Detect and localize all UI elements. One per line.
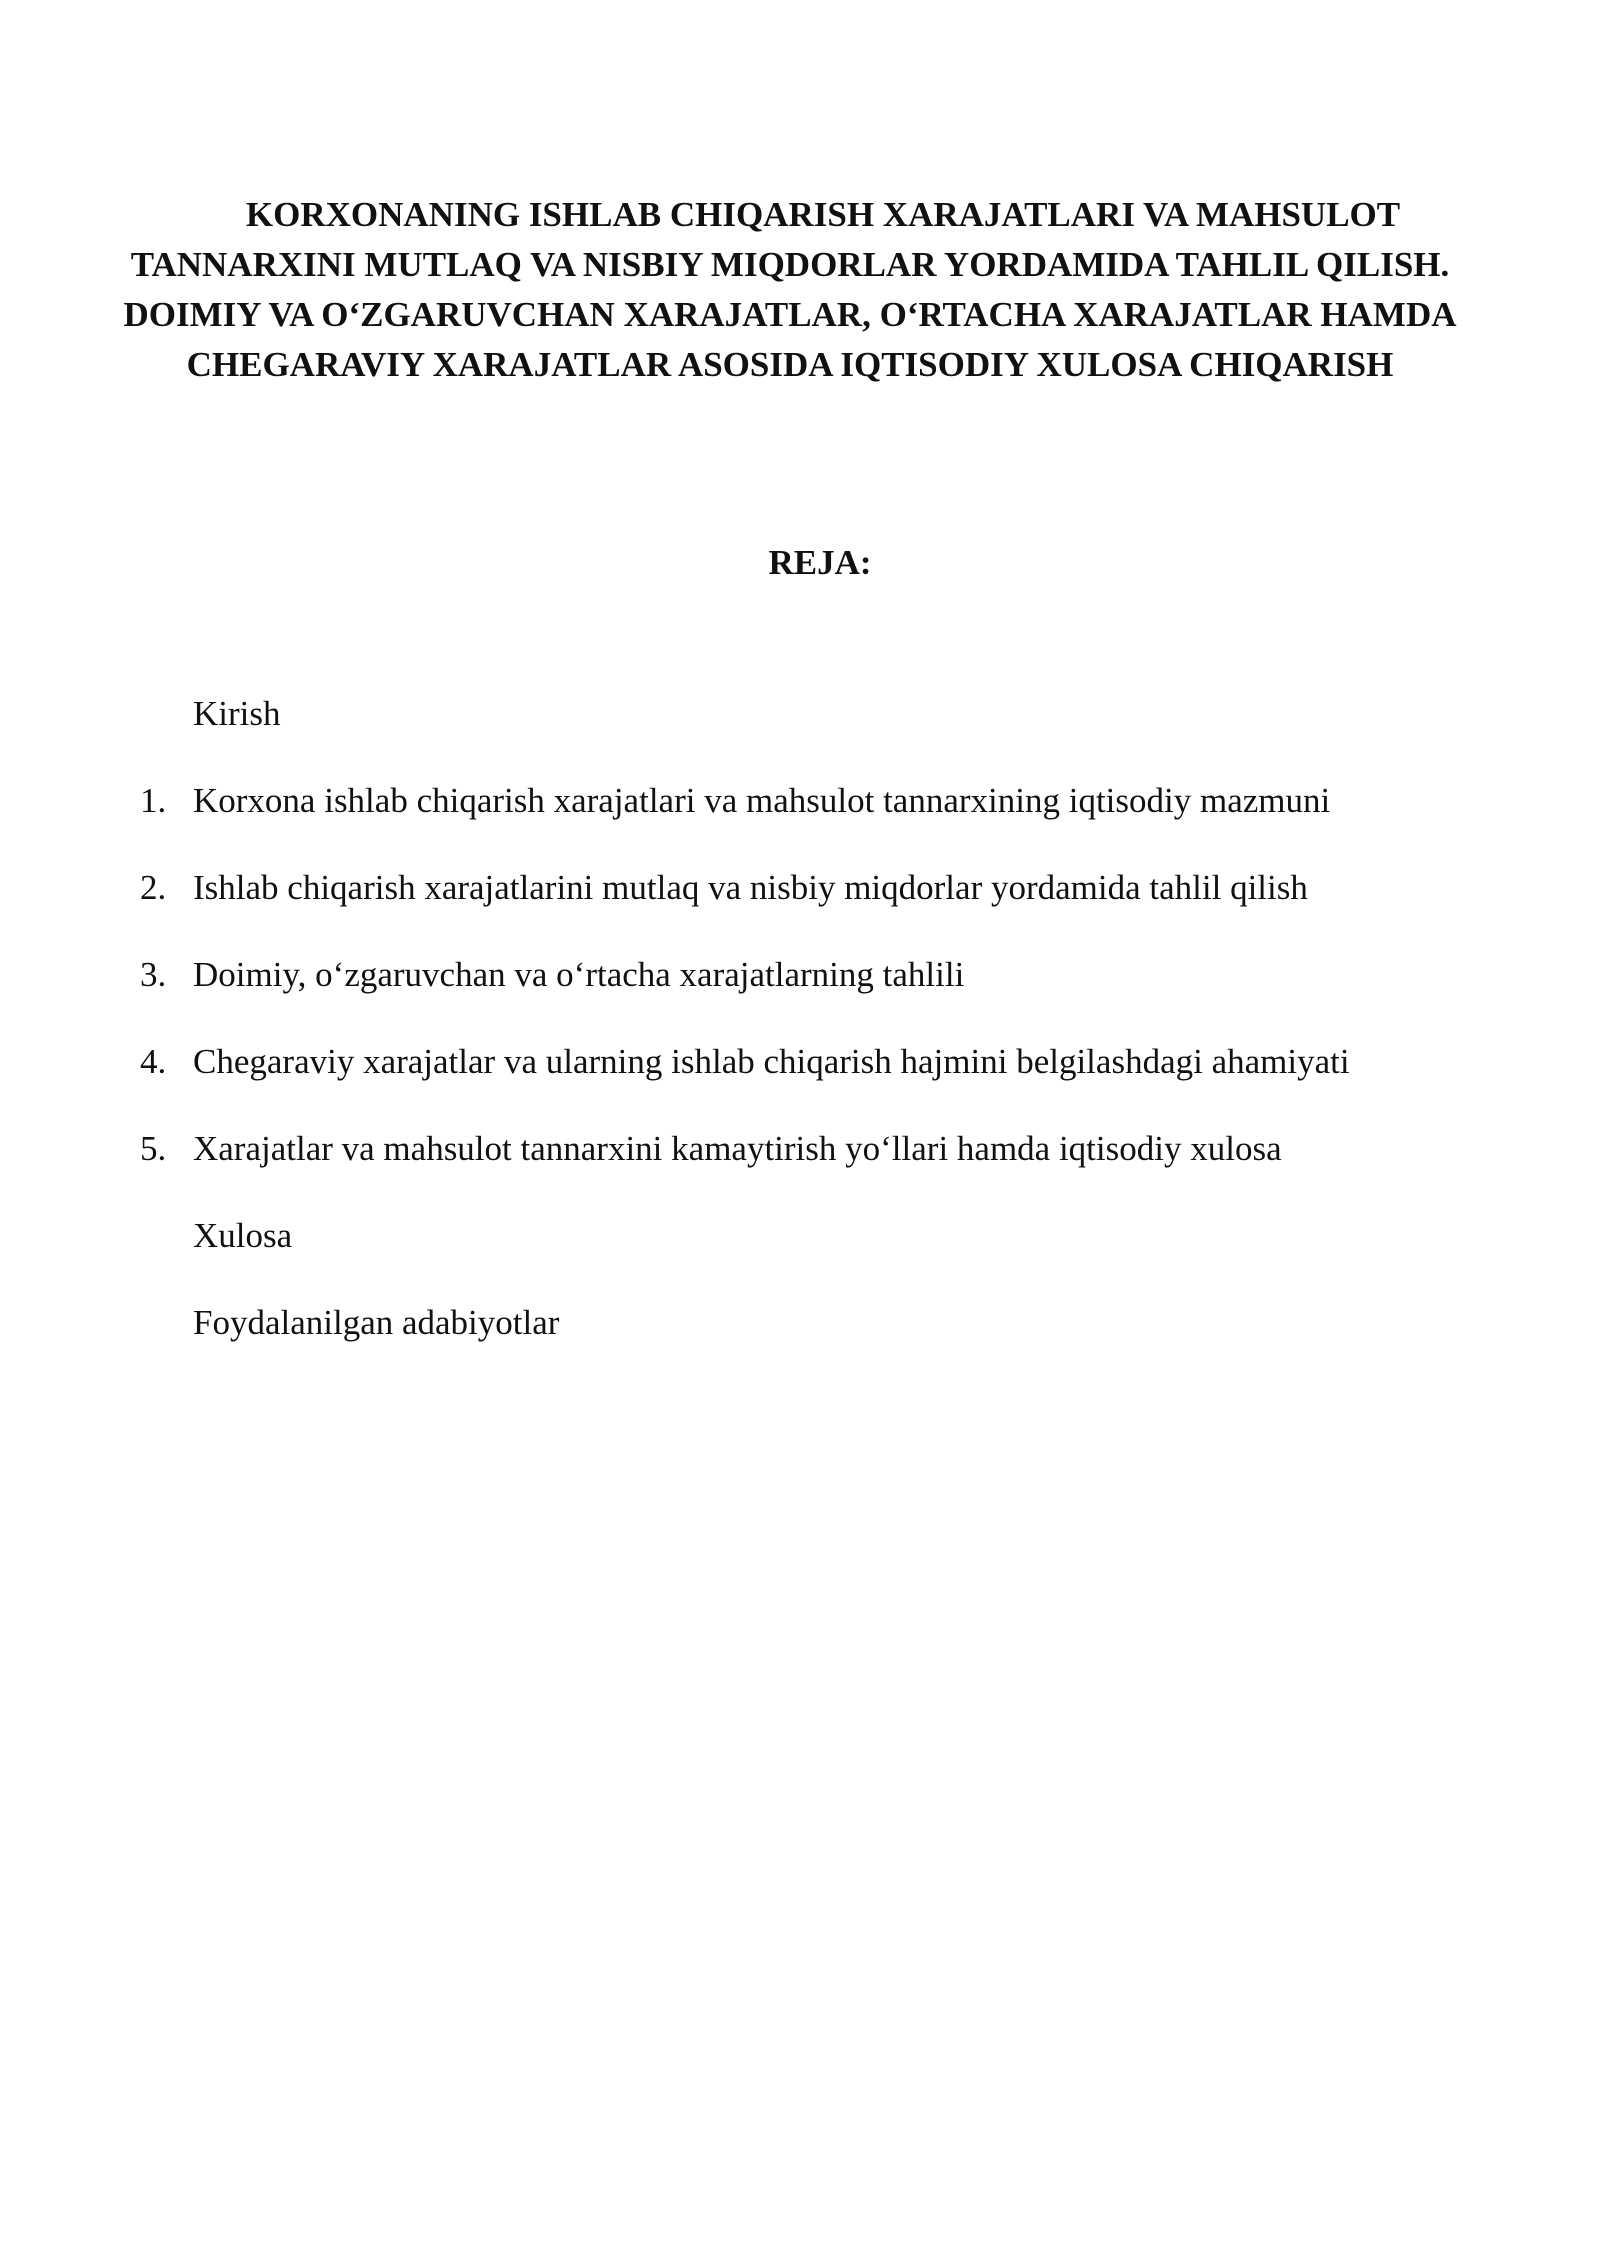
plan-item-2 [0,862,1600,949]
plan-item-text: Foydalanilgan adabiyotlar [193,1303,560,1342]
plan-item-references [0,1297,1600,1384]
plan-item-5 [0,1123,1600,1210]
document-title: KORXONANING ISHLAB CHIQARISH XARAJATLARI VA MAHSULOT TANNARXINI MUTLAQ VA NISBIY MIQDORLAR YORDAMIDA TAHLIL QILISH. DOIMIY VA O‘ZGARUVCHAN XARAJATLAR, O‘RTACHA XARAJATLAR HAMDA CHEGARAVIY XARAJATLAR ASOSIDA IQTISODIY XULOSA CHIQARISH [123,195,1457,384]
plan-item-3 [0,949,1600,1036]
plan-list [0,688,1600,1384]
plan-item-number: 3. [140,955,167,994]
plan-item-text: Chegaraviy xarajatlar va ularning ishlab chiqarish hajmini belgilashdagi ahamiyati [193,1042,1350,1081]
plan-item-conclusion [0,1210,1600,1297]
plan-item-text: Korxona ishlab chiqarish xarajatlari va mahsulot tannarxining iqtisodiy mazmuni [193,781,1331,820]
plan-item-text: Doimiy, o‘zgaruvchan va o‘rtacha xarajatlarning tahlili [193,955,965,994]
plan-item-number: 4. [140,1042,167,1081]
plan-item-number: 5. [140,1129,167,1168]
plan-item-text: Kirish [193,694,281,733]
plan-item-1 [0,775,1600,862]
plan-item-text: Xarajatlar va mahsulot tannarxini kamaytirish yo‘llari hamda iqtisodiy xulosa [193,1129,1282,1168]
plan-item-number: 1. [140,781,167,820]
plan-item-text: Xulosa [193,1216,293,1255]
plan-item-text: Ishlab chiqarish xarajatlarini mutlaq va nisbiy miqdorlar yordamida tahlil qilish [193,868,1308,907]
plan-item-4 [0,1036,1600,1123]
plan-heading: REJA: [768,543,872,582]
plan-item-introduction [0,688,1600,775]
plan-item-number: 2. [140,868,167,907]
